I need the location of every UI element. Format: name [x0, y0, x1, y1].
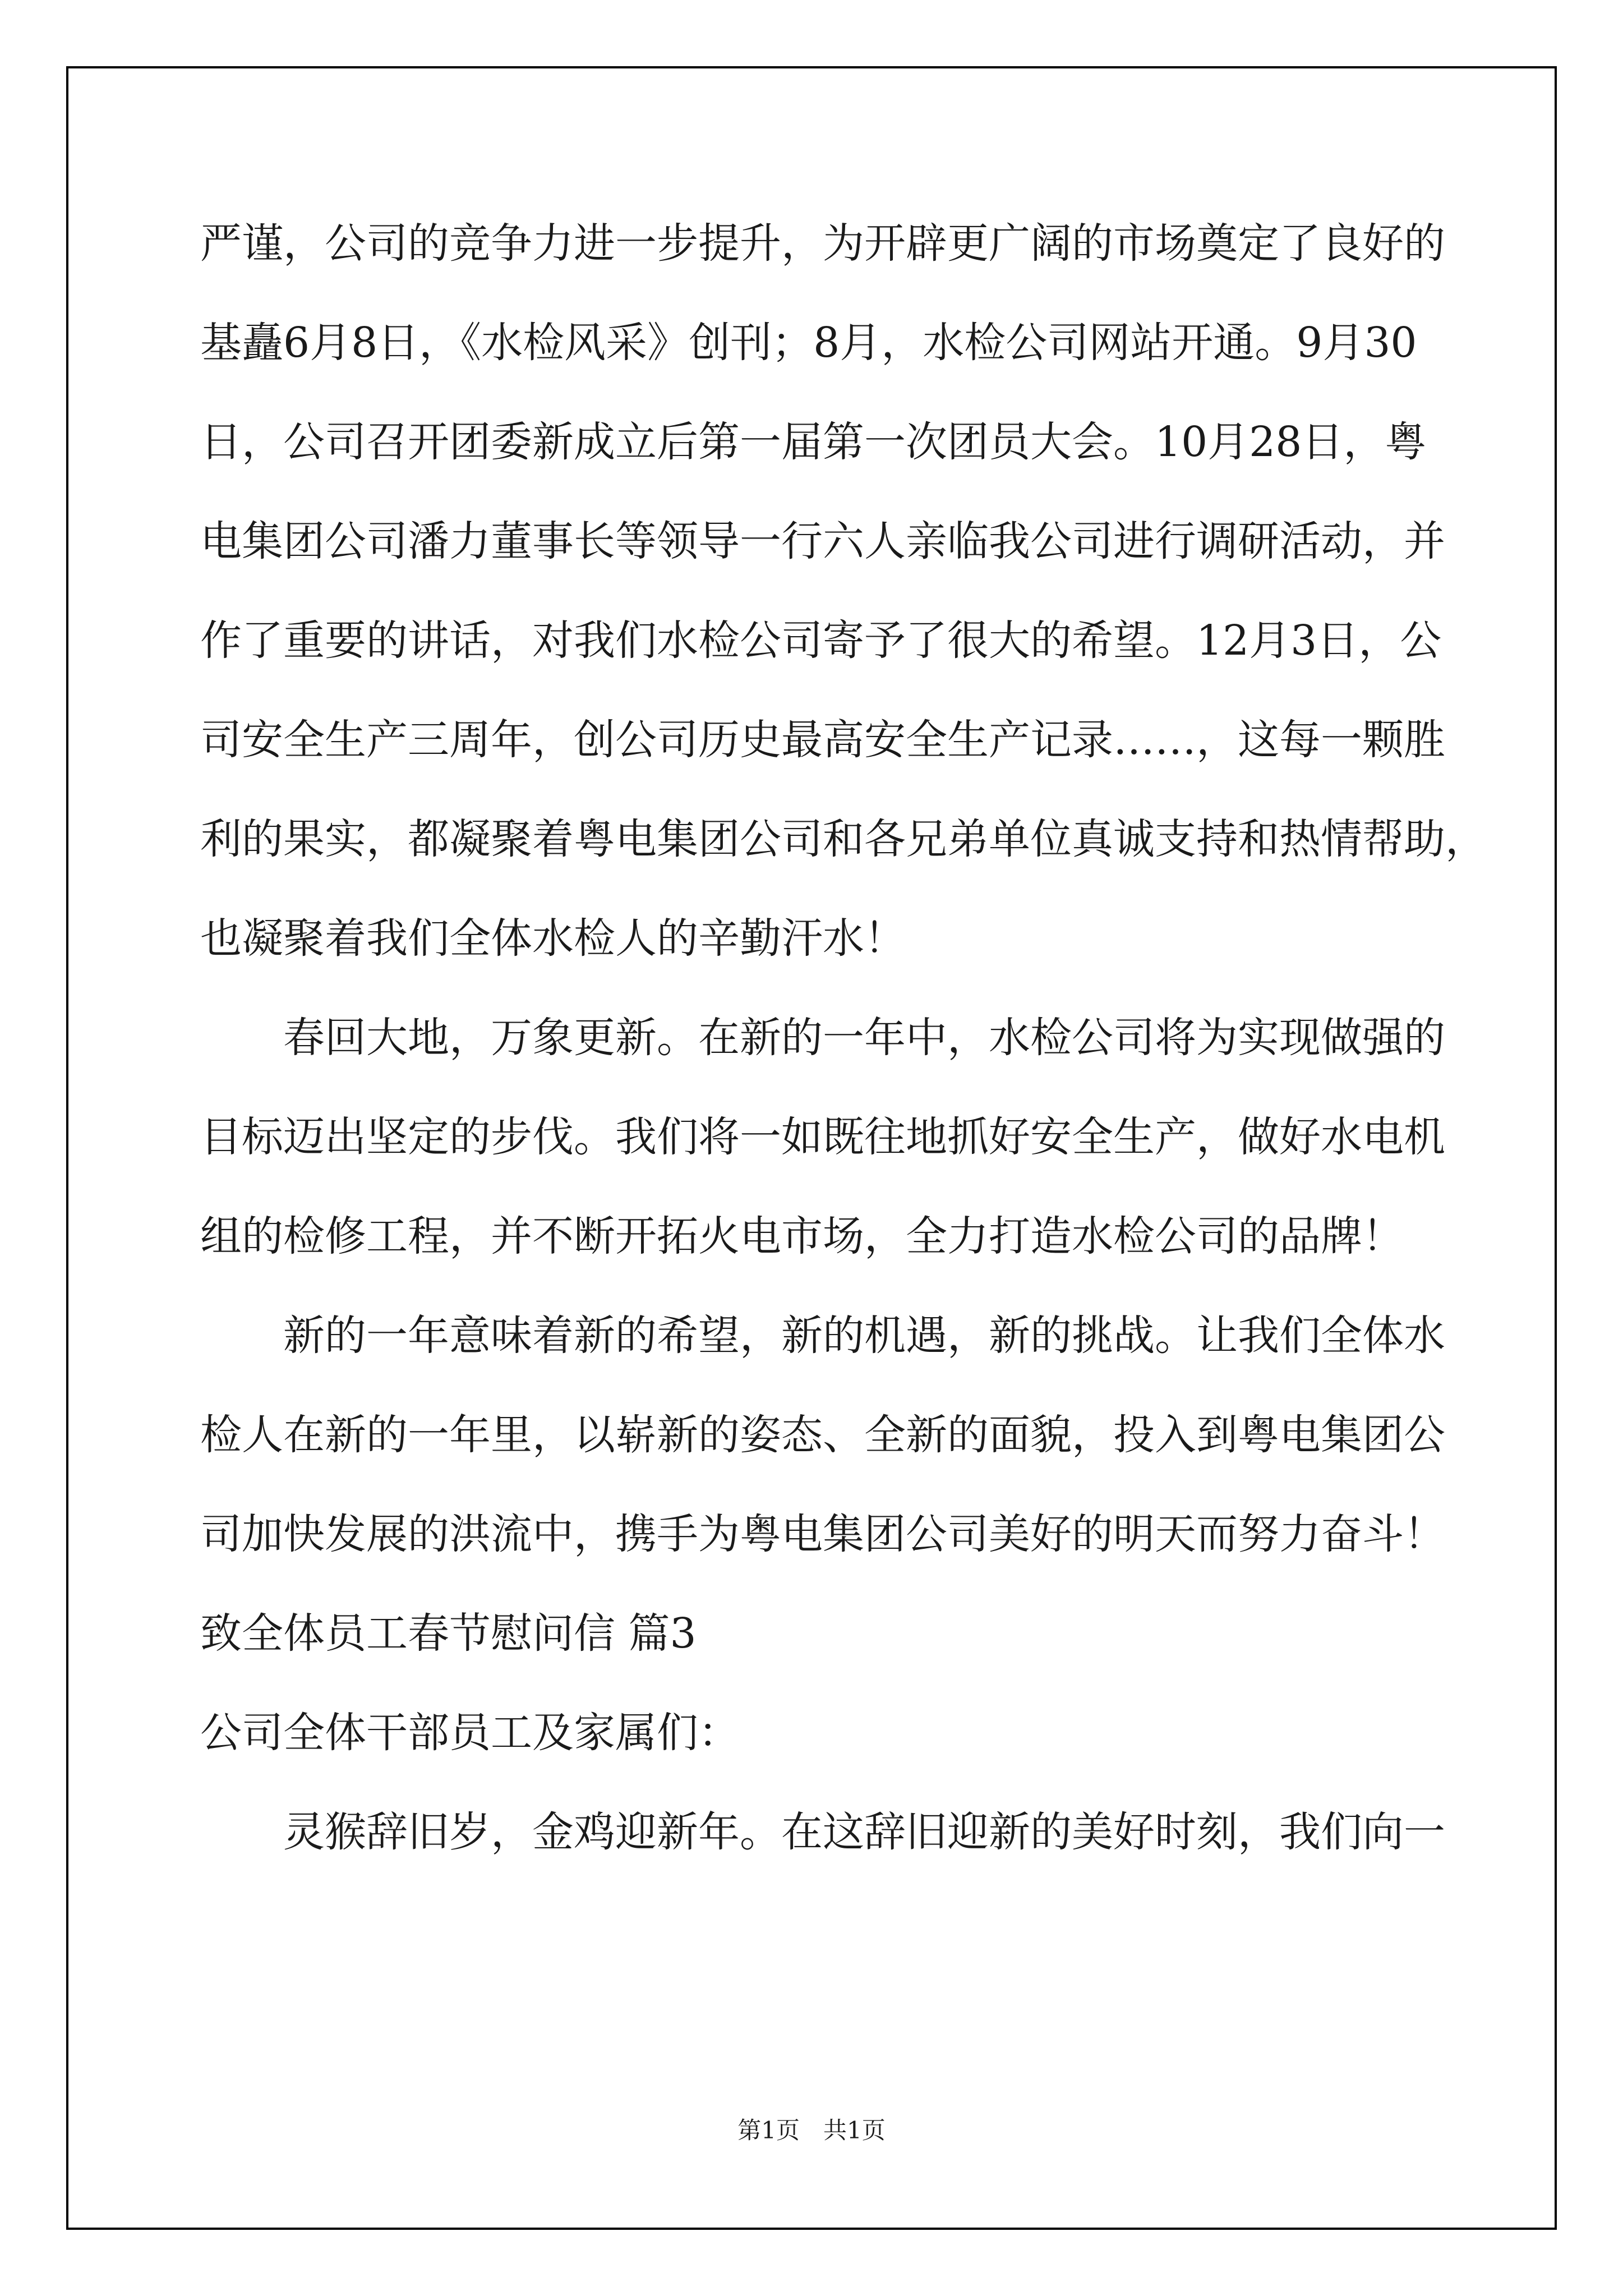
text-line-3: 日，公司召开团委新成立后第一届第一次团员大会。10月28日，粤 — [200, 418, 1427, 466]
text-line-6: 司安全生产三周年，创公司历史最高安全生产记录……，这每一颗胜 — [200, 716, 1445, 764]
text-line-13: 检人在新的一年里，以崭新的姿态、全新的面貌，投入到粤电集团公 — [200, 1411, 1445, 1459]
page-footer: 第1页 共1页 — [737, 2116, 886, 2144]
text-line-7: 利的果实，都凝聚着粤电集团公司和各兄弟单位真诚支持和热情帮助， — [200, 815, 1487, 863]
text-line-8: 也凝聚着我们全体水检人的辛勤汗水！ — [200, 914, 906, 963]
text-line-5: 作了重要的讲话，对我们水检公司寄予了很大的希望。12月3日，公 — [200, 616, 1442, 665]
text-line-1: 严谨，公司的竞争力进一步提升，为开辟更广阔的市场奠定了良好的 — [200, 219, 1445, 268]
salutation: 公司全体干部员工及家属们： — [200, 1709, 740, 1757]
paragraph-start-line-12: 新的一年意味着新的希望，新的机遇，新的挑战。让我们全体水 — [283, 1312, 1445, 1360]
section-heading: 致全体员工春节慰问信 篇3 — [200, 1609, 697, 1658]
text-line-2: 基矗6月8日，《水检风采》创刊；8月，水检公司网站开通。9月30 — [200, 319, 1417, 367]
text-line-11: 组的检修工程，并不断开拓火电市场，全力打造水检公司的品牌！ — [200, 1212, 1404, 1260]
paragraph-start-line-17: 灵猴辞旧岁，金鸡迎新年。在这辞旧迎新的美好时刻，我们向一 — [283, 1808, 1445, 1856]
text-line-10: 目标迈出坚定的步伐。我们将一如既往地抓好安全生产，做好水电机 — [200, 1113, 1445, 1161]
text-line-4: 电集团公司潘力董事长等领导一行六人亲临我公司进行调研活动，并 — [200, 517, 1445, 565]
paragraph-start-line-9: 春回大地，万象更新。在新的一年中，水检公司将为实现做强的 — [283, 1014, 1445, 1062]
text-line-14: 司加快发展的洪流中，携手为粤电集团公司美好的明天而努力奋斗！ — [200, 1510, 1445, 1558]
